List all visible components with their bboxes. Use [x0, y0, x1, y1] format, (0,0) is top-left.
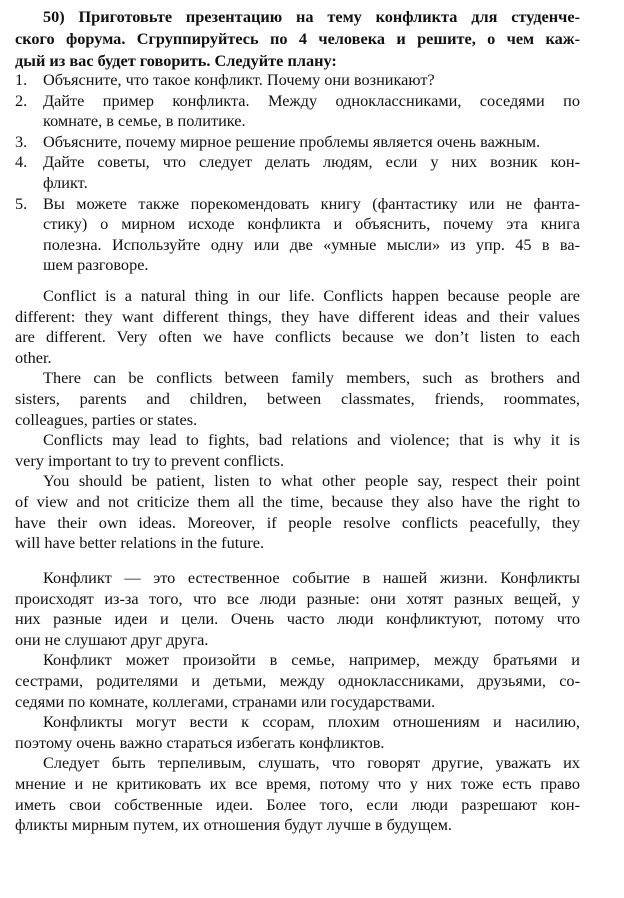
paragraph-line: Conflict is a natural thing in our life. Conflicts happen because people are [43, 286, 580, 305]
paragraph-line: поэтому очень важно стараться избегать конфликтов. [15, 732, 385, 752]
task-plan-list [15, 70, 580, 276]
paragraph-line: происходят из-за того, что все люди разные: они хотят разных вещей, у [15, 588, 580, 608]
task-heading [15, 6, 580, 72]
paragraph-line: different: they want different things, they have different ideas and their values [15, 306, 580, 326]
plan-item [15, 152, 580, 193]
heading-line: дый из вас будет говорить. Следуйте плану: [15, 51, 337, 70]
plan-item [15, 194, 580, 276]
plan-item-line: Вы можете также порекомендовать книгу (фантастику или не фанта- [43, 193, 580, 213]
plan-item-number: 2. [15, 90, 28, 110]
heading-line: ского форума. Сгруппируйтесь по 4 человека и решите, о чем каж- [15, 29, 580, 48]
plan-item-line: Дайте советы, что следует делать людям, если у них возник кон- [43, 152, 580, 172]
paragraph-line: мнение и не критиковать их все время, потому что у них тоже есть право [15, 773, 580, 793]
plan-item-text [43, 91, 580, 132]
paragraph-line: very important to try to prevent conflicts. [15, 450, 285, 470]
paragraph-line: have their own ideas. Moreover, if people resolve conflicts peacefully, they [15, 512, 580, 532]
paragraph-line: other. [15, 347, 52, 367]
paragraph-line: There can be conflicts between family members, such as brothers and [43, 368, 580, 388]
paragraph-line: Conflicts may lead to fights, bad relations and violence; that is why it is [43, 430, 580, 450]
paragraph-line: sisters, parents and children, between classmates, friends, roommates, [15, 388, 580, 408]
plan-item-text [43, 194, 580, 276]
plan-item [15, 70, 580, 91]
paragraph-line: фликты мирным путем, их отношения будут лучше в будущем. [15, 815, 452, 835]
paragraph-line: Конфликты могут вести к ссорам, плохим отношениям и насилию, [43, 712, 580, 732]
plan-item-line: полезна. Используйте одну или две «умные мысли» из упр. 45 в ва- [43, 234, 580, 254]
paragraph-line: Конфликт может произойти в семье, например, между братьями и [43, 650, 580, 670]
plan-item [15, 91, 580, 132]
english-paragraph [15, 368, 580, 430]
plan-item-line: шем разговоре. [43, 255, 149, 275]
plan-item-line: фликт. [43, 172, 88, 192]
plan-item-line: стику) о мирном исходе конфликта и объяснить, почему эта книга [43, 214, 580, 234]
russian-paragraph [15, 568, 580, 650]
plan-item-text [43, 132, 580, 153]
paragraph-line: Следует быть терпеливым, слушать, что говорят другие, уважать их [43, 753, 580, 773]
paragraph-line: седями по комнате, коллегами, странами или государствами. [15, 691, 436, 711]
heading-line: 50) Приготовьте презентацию на тему конфликта для студенче- [43, 7, 580, 26]
paragraph-line: You should be patient, listen to what other people say, respect their point [43, 471, 580, 491]
plan-item-text [43, 152, 580, 193]
russian-paragraph [15, 650, 580, 712]
plan-item-line: Дайте пример конфликта. Между одноклассниками, соседями по [43, 90, 580, 110]
plan-item-number: 4. [15, 152, 28, 172]
plan-item-line: Объясните, почему мирное решение проблемы является очень важным. [43, 131, 541, 151]
russian-paragraph [15, 753, 580, 835]
english-paragraph [15, 430, 580, 471]
plan-item-number: 1. [15, 70, 28, 89]
plan-item-number: 3. [15, 131, 28, 151]
russian-translation [15, 568, 580, 836]
plan-item-line: Объясните, что такое конфликт. Почему они возникают? [43, 70, 435, 89]
paragraph-line: иметь свои собственные идеи. Более того, если люди разрешают кон- [15, 794, 580, 814]
paragraph-line: них разные идеи и цели. Очень часто люди конфликтуют, потому что [15, 609, 580, 629]
english-paragraph [15, 286, 580, 368]
paragraph-line: are different. Very often we have conflicts because we don’t listen to each [15, 327, 580, 347]
paragraph-line: сестрами, родителями и детьми, между одноклассниками, друзьями, со- [15, 670, 580, 690]
plan-item-text [43, 70, 580, 91]
plan-item-number: 5. [15, 193, 28, 213]
paragraph-line: Конфликт — это естественное событие в нашей жизни. Конфликты [43, 568, 580, 587]
paragraph-line: colleagues, parties or states. [15, 409, 198, 429]
plan-item [15, 132, 580, 153]
plan-item-line: комнате, в семье, в политике. [43, 111, 246, 131]
english-text [15, 286, 580, 554]
paragraph-line: они не слушают друг друга. [15, 629, 209, 649]
paragraph-line: will have better relations in the future. [15, 533, 265, 553]
english-paragraph [15, 471, 580, 553]
paragraph-line: of view and not criticize them all the time, because they also have the right to [15, 491, 580, 511]
russian-paragraph [15, 712, 580, 753]
